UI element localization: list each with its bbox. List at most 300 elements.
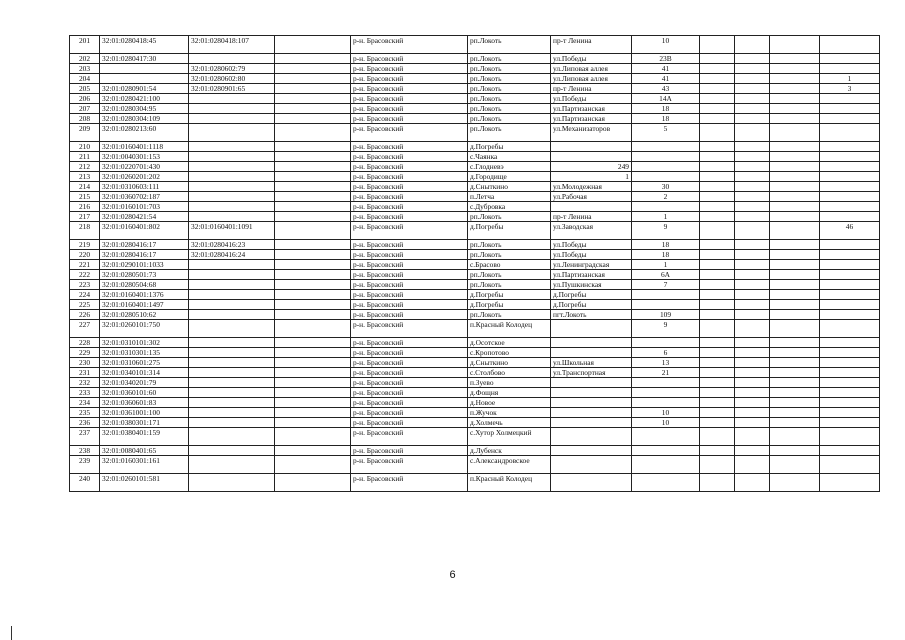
cell-empty [735, 84, 770, 94]
cell-empty [700, 348, 735, 358]
cell-empty [275, 398, 351, 408]
cell-apartment [820, 398, 880, 408]
table-row [70, 202, 880, 212]
cell-district: р-н. Брасовский [351, 358, 468, 368]
cell-row-number: 218 [70, 222, 100, 240]
cell-street [551, 142, 632, 152]
cell-empty [700, 172, 735, 182]
cell-empty [735, 240, 770, 250]
cell-house-number [632, 152, 700, 162]
cell-empty [770, 408, 820, 418]
cell-row-number: 222 [70, 270, 100, 280]
table-row [70, 446, 880, 456]
cell-empty [700, 260, 735, 270]
cell-empty [700, 290, 735, 300]
cell-apartment [820, 378, 880, 388]
cell-empty [770, 290, 820, 300]
cell-empty [770, 348, 820, 358]
cell-district: р-н. Брасовский [351, 408, 468, 418]
cell-settlement: п.Красный Колодец [468, 474, 551, 492]
table-row [70, 418, 880, 428]
cell-house-number [632, 446, 700, 456]
cell-district: р-н. Брасовский [351, 222, 468, 240]
cell-apartment [820, 446, 880, 456]
cell-empty [275, 36, 351, 54]
cell-empty [770, 240, 820, 250]
cell-empty [770, 320, 820, 338]
cell-linked-cadastral-number [189, 398, 275, 408]
cell-empty [275, 474, 351, 492]
cell-empty [735, 456, 770, 474]
cell-house-number: 6А [632, 270, 700, 280]
cell-empty [700, 338, 735, 348]
cell-empty [700, 64, 735, 74]
cell-empty [275, 114, 351, 124]
cell-empty [770, 310, 820, 320]
cell-empty [275, 290, 351, 300]
cell-street [551, 388, 632, 398]
cell-settlement: д.Сныткино [468, 182, 551, 192]
cell-row-number: 223 [70, 280, 100, 290]
cell-settlement: рп.Локоть [468, 74, 551, 84]
cell-apartment: 3 [820, 84, 880, 94]
cell-street: ул.Партизанская [551, 270, 632, 280]
cell-empty [700, 222, 735, 240]
cell-house-number [632, 456, 700, 474]
cell-district: р-н. Брасовский [351, 428, 468, 446]
cell-empty [275, 378, 351, 388]
cell-empty [735, 94, 770, 104]
cell-district: р-н. Брасовский [351, 54, 468, 64]
cell-apartment [820, 300, 880, 310]
cell-empty [735, 142, 770, 152]
cell-linked-cadastral-number [189, 408, 275, 418]
cell-empty [770, 418, 820, 428]
cell-empty [735, 446, 770, 456]
cell-linked-cadastral-number [189, 358, 275, 368]
cell-apartment [820, 290, 880, 300]
cell-house-number: 1 [632, 260, 700, 270]
cell-apartment [820, 64, 880, 74]
cell-settlement: рп.Локоть [468, 124, 551, 142]
cell-street: ул.Победы [551, 54, 632, 64]
cell-apartment: 46 [820, 222, 880, 240]
cell-row-number: 225 [70, 300, 100, 310]
table-row [70, 114, 880, 124]
cell-linked-cadastral-number [189, 456, 275, 474]
cell-empty [735, 368, 770, 378]
cell-street: ул.Липовая аллея [551, 64, 632, 74]
cell-apartment [820, 310, 880, 320]
cell-empty [275, 358, 351, 368]
table-row [70, 290, 880, 300]
cell-empty [700, 54, 735, 64]
cell-empty [700, 320, 735, 338]
cell-apartment [820, 250, 880, 260]
cell-house-number: 7 [632, 280, 700, 290]
cell-cadastral-number: 32:01:0280304:109 [100, 114, 189, 124]
cell-empty [700, 202, 735, 212]
cell-cadastral-number: 32:01:0160401:802 [100, 222, 189, 240]
cell-street: пр-т Ленина [551, 36, 632, 54]
cell-empty [770, 280, 820, 290]
cell-empty [275, 172, 351, 182]
cell-settlement: д.Погребы [468, 290, 551, 300]
cell-street: д.Погребы [551, 300, 632, 310]
cell-empty [735, 64, 770, 74]
cell-empty [275, 320, 351, 338]
cell-linked-cadastral-number [189, 348, 275, 358]
table-row [70, 250, 880, 260]
cell-empty [770, 398, 820, 408]
cell-row-number: 217 [70, 212, 100, 222]
cell-empty [735, 280, 770, 290]
cell-empty [735, 212, 770, 222]
cell-house-number [632, 378, 700, 388]
cell-house-number: 109 [632, 310, 700, 320]
cell-district: р-н. Брасовский [351, 310, 468, 320]
cell-house-number: 21 [632, 368, 700, 378]
cell-cadastral-number: 32:01:0340101:314 [100, 368, 189, 378]
cell-empty [275, 280, 351, 290]
table-row [70, 320, 880, 338]
cell-row-number: 216 [70, 202, 100, 212]
cell-cadastral-number: 32:01:0160101:703 [100, 202, 189, 212]
table-row [70, 456, 880, 474]
cell-cadastral-number: 32:01:0160301:161 [100, 456, 189, 474]
cell-row-number: 221 [70, 260, 100, 270]
cell-street [551, 320, 632, 338]
cell-empty [275, 300, 351, 310]
cell-empty [735, 124, 770, 142]
cell-street: ул.Ленинградская [551, 260, 632, 270]
cell-street [551, 428, 632, 446]
cell-row-number: 226 [70, 310, 100, 320]
cell-cadastral-number: 32:01:0380401:159 [100, 428, 189, 446]
cell-empty [770, 456, 820, 474]
table-row [70, 310, 880, 320]
cell-empty [700, 192, 735, 202]
cell-street [551, 418, 632, 428]
cell-row-number: 234 [70, 398, 100, 408]
cell-cadastral-number: 32:01:0160401:1376 [100, 290, 189, 300]
cell-empty [770, 212, 820, 222]
cell-linked-cadastral-number [189, 378, 275, 388]
table-row [70, 162, 880, 172]
cell-empty [275, 104, 351, 114]
cell-empty [275, 388, 351, 398]
cell-empty [275, 182, 351, 192]
cell-settlement: с.Кропотово [468, 348, 551, 358]
cell-street: д.Погребы [551, 290, 632, 300]
cell-cadastral-number: 32:01:0280421:100 [100, 94, 189, 104]
cell-empty [735, 182, 770, 192]
cell-house-number: 13 [632, 358, 700, 368]
cell-empty [700, 408, 735, 418]
cell-settlement: рп.Локоть [468, 240, 551, 250]
cell-street: ул.Молодежная [551, 182, 632, 192]
table-row [70, 270, 880, 280]
cell-settlement: рп.Локоть [468, 94, 551, 104]
cell-house-number: 18 [632, 114, 700, 124]
cell-cadastral-number: 32:01:0280417:30 [100, 54, 189, 64]
cell-settlement: рп.Локоть [468, 54, 551, 64]
cell-empty [770, 446, 820, 456]
cell-cadastral-number: 32:01:0280421:54 [100, 212, 189, 222]
cell-empty [770, 104, 820, 114]
cell-empty [770, 54, 820, 64]
cell-house-number: 41 [632, 64, 700, 74]
cell-row-number: 231 [70, 368, 100, 378]
cell-empty [275, 348, 351, 358]
cell-row-number: 209 [70, 124, 100, 142]
cell-linked-cadastral-number: 32:01:0280901:65 [189, 84, 275, 94]
table-row [70, 408, 880, 418]
cell-district: р-н. Брасовский [351, 418, 468, 428]
cell-district: р-н. Брасовский [351, 368, 468, 378]
cell-settlement: п.Зуево [468, 378, 551, 388]
cell-empty [735, 320, 770, 338]
cell-district: р-н. Брасовский [351, 152, 468, 162]
cell-street: ул.Партизанская [551, 104, 632, 114]
cell-street: ул.Заводская [551, 222, 632, 240]
cell-cadastral-number: 32:01:0360702:187 [100, 192, 189, 202]
cell-row-number: 213 [70, 172, 100, 182]
cell-empty [275, 222, 351, 240]
cell-empty [700, 270, 735, 280]
cell-row-number: 233 [70, 388, 100, 398]
cell-cadastral-number: 32:01:0260101:581 [100, 474, 189, 492]
cell-settlement: с.Александровское [468, 456, 551, 474]
cell-empty [700, 428, 735, 446]
cell-house-number [632, 474, 700, 492]
cell-house-number [632, 300, 700, 310]
cell-row-number: 227 [70, 320, 100, 338]
cell-street [551, 338, 632, 348]
cell-settlement: рп.Локоть [468, 212, 551, 222]
cell-district: р-н. Брасовский [351, 456, 468, 474]
cell-linked-cadastral-number [189, 212, 275, 222]
cell-empty [700, 368, 735, 378]
table-row [70, 36, 880, 54]
cell-street [551, 398, 632, 408]
cell-linked-cadastral-number: 32:01:0280416:23 [189, 240, 275, 250]
cell-cadastral-number: 32:01:0220701:430 [100, 162, 189, 172]
cell-empty [735, 54, 770, 64]
cell-empty [770, 114, 820, 124]
cell-street: ул.Победы [551, 240, 632, 250]
cell-empty [770, 338, 820, 348]
cell-settlement: с.Хутор Холмецкий [468, 428, 551, 446]
cell-empty [735, 202, 770, 212]
cell-cadastral-number: 32:01:0360101:60 [100, 388, 189, 398]
cell-linked-cadastral-number [189, 104, 275, 114]
cell-district: р-н. Брасовский [351, 280, 468, 290]
table-row [70, 300, 880, 310]
cell-apartment [820, 456, 880, 474]
cell-empty [700, 212, 735, 222]
cell-linked-cadastral-number [189, 320, 275, 338]
table-row [70, 338, 880, 348]
cell-apartment [820, 94, 880, 104]
cell-district: р-н. Брасовский [351, 162, 468, 172]
cell-empty [770, 162, 820, 172]
cell-house-number: 2 [632, 192, 700, 202]
cell-empty [700, 152, 735, 162]
cell-row-number: 210 [70, 142, 100, 152]
cell-settlement: п.Красный Колодец [468, 320, 551, 338]
cell-empty [770, 388, 820, 398]
cell-street: 249 [551, 162, 632, 172]
cell-settlement: рп.Локоть [468, 250, 551, 260]
cell-empty [770, 428, 820, 446]
cell-empty [735, 428, 770, 446]
cell-street: ул.Механизаторов [551, 124, 632, 142]
cell-settlement: д.Погребы [468, 142, 551, 152]
cell-settlement: с.Глодневэ [468, 162, 551, 172]
table-row [70, 378, 880, 388]
cell-empty [700, 182, 735, 192]
cell-street: ул.Победы [551, 94, 632, 104]
cell-empty [735, 114, 770, 124]
cell-district: р-н. Брасовский [351, 182, 468, 192]
cell-settlement: д.Городище [468, 172, 551, 182]
cell-house-number: 10 [632, 418, 700, 428]
cell-district: р-н. Брасовский [351, 338, 468, 348]
cell-empty [735, 36, 770, 54]
cell-empty [735, 162, 770, 172]
cell-apartment [820, 124, 880, 142]
cell-apartment [820, 162, 880, 172]
cell-empty [700, 142, 735, 152]
cell-settlement: рп.Локоть [468, 310, 551, 320]
cell-empty [275, 192, 351, 202]
cell-settlement: рп.Локоть [468, 84, 551, 94]
cell-empty [700, 240, 735, 250]
cell-empty [700, 474, 735, 492]
cell-house-number: 18 [632, 240, 700, 250]
cell-apartment [820, 388, 880, 398]
cell-empty [275, 338, 351, 348]
cell-district: р-н. Брасовский [351, 446, 468, 456]
cell-empty [735, 300, 770, 310]
cell-empty [735, 152, 770, 162]
cell-district: р-н. Брасовский [351, 212, 468, 222]
cell-house-number: 14А [632, 94, 700, 104]
cell-street: ул.Липовая аллея [551, 74, 632, 84]
table-row [70, 152, 880, 162]
cell-cadastral-number: 32:01:0361001:100 [100, 408, 189, 418]
cell-district: р-н. Брасовский [351, 36, 468, 54]
cell-linked-cadastral-number [189, 368, 275, 378]
cell-street: 1 [551, 172, 632, 182]
cell-settlement: рп.Локоть [468, 280, 551, 290]
cell-district: р-н. Брасовский [351, 388, 468, 398]
cell-cadastral-number: 32:01:0160401:1118 [100, 142, 189, 152]
cell-empty [275, 368, 351, 378]
cell-empty [275, 310, 351, 320]
cell-row-number: 236 [70, 418, 100, 428]
table-row [70, 212, 880, 222]
cell-house-number [632, 202, 700, 212]
cell-apartment [820, 368, 880, 378]
cell-cadastral-number: 32:01:0280304:95 [100, 104, 189, 114]
cell-apartment [820, 36, 880, 54]
table-row [70, 260, 880, 270]
cell-settlement: д.Фощня [468, 388, 551, 398]
cell-linked-cadastral-number [189, 124, 275, 142]
cell-empty [275, 418, 351, 428]
cell-apartment [820, 152, 880, 162]
cell-empty [770, 260, 820, 270]
table-row [70, 172, 880, 182]
cell-settlement: рп.Локоть [468, 104, 551, 114]
cell-empty [770, 182, 820, 192]
cell-cadastral-number: 32:01:0380301:171 [100, 418, 189, 428]
cell-apartment [820, 182, 880, 192]
cell-empty [770, 378, 820, 388]
cell-empty [770, 192, 820, 202]
cell-empty [275, 240, 351, 250]
cell-cadastral-number [100, 74, 189, 84]
cell-linked-cadastral-number [189, 192, 275, 202]
cell-empty [735, 418, 770, 428]
table-row [70, 54, 880, 64]
cell-street [551, 152, 632, 162]
cell-apartment [820, 408, 880, 418]
cell-linked-cadastral-number: 32:01:0280418:107 [189, 36, 275, 54]
cell-apartment [820, 192, 880, 202]
cell-linked-cadastral-number [189, 300, 275, 310]
cell-house-number [632, 338, 700, 348]
cell-cadastral-number: 32:01:0040301:153 [100, 152, 189, 162]
cell-empty [700, 456, 735, 474]
table-row [70, 368, 880, 378]
cell-row-number: 207 [70, 104, 100, 114]
cell-empty [700, 250, 735, 260]
cell-house-number: 18 [632, 104, 700, 114]
cell-empty [735, 250, 770, 260]
cell-linked-cadastral-number [189, 202, 275, 212]
cell-row-number: 239 [70, 456, 100, 474]
cell-cadastral-number: 32:01:0340201:79 [100, 378, 189, 388]
table-row [70, 348, 880, 358]
cell-street: ул.Победы [551, 250, 632, 260]
cell-empty [735, 74, 770, 84]
cell-district: р-н. Брасовский [351, 398, 468, 408]
cell-house-number [632, 398, 700, 408]
cell-empty [735, 290, 770, 300]
cell-row-number: 240 [70, 474, 100, 492]
cell-empty [275, 162, 351, 172]
cell-house-number: 5 [632, 124, 700, 142]
cell-empty [735, 310, 770, 320]
cell-street [551, 474, 632, 492]
cell-empty [700, 36, 735, 54]
cell-settlement: с.Чаянка [468, 152, 551, 162]
cell-district: р-н. Брасовский [351, 300, 468, 310]
cell-empty [700, 378, 735, 388]
cell-linked-cadastral-number [189, 418, 275, 428]
cell-empty [700, 94, 735, 104]
cell-empty [275, 250, 351, 260]
cell-cadastral-number: 32:01:0080401:65 [100, 446, 189, 456]
cell-row-number: 237 [70, 428, 100, 446]
cell-settlement: рп.Локоть [468, 36, 551, 54]
cell-settlement: рп.Локоть [468, 64, 551, 74]
cell-row-number: 202 [70, 54, 100, 64]
cell-apartment [820, 348, 880, 358]
